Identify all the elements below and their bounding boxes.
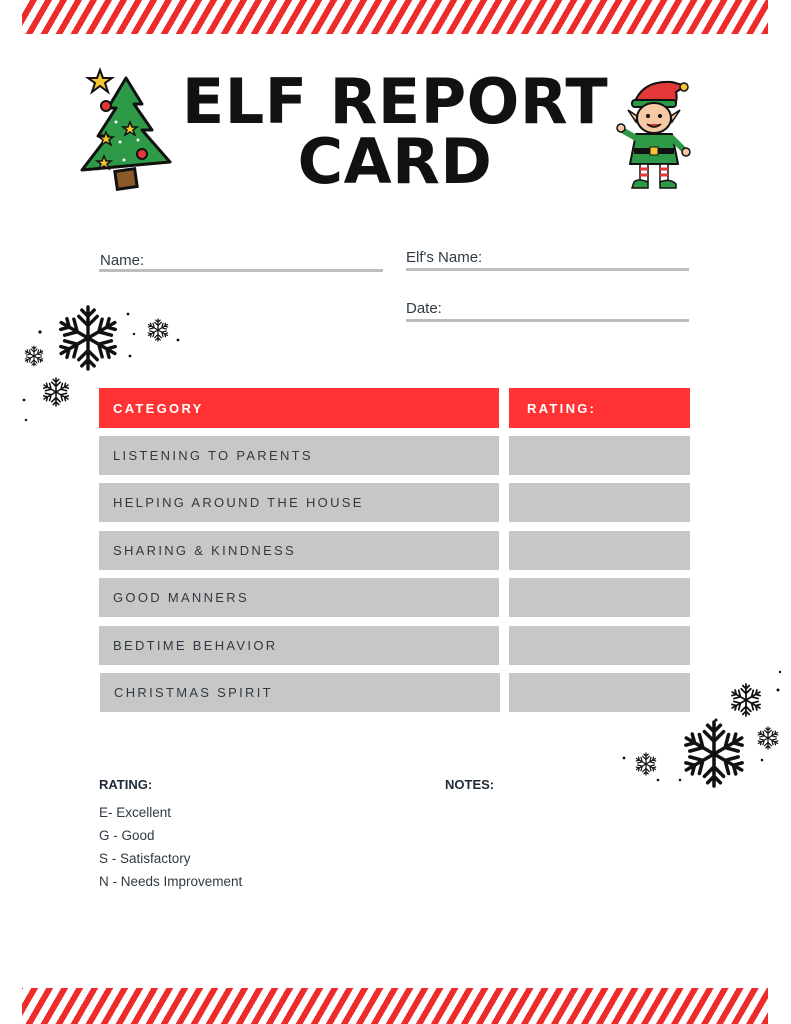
legend-item: N - Needs Improvement [99,874,243,889]
name-field[interactable] [99,269,383,272]
date-field[interactable] [406,319,689,322]
snowflake-icon [730,684,763,716]
table-row-category [99,436,499,475]
legend-item: G - Good [99,828,155,843]
snowflake-icon [757,727,779,749]
elf-name-field[interactable] [406,268,689,271]
category-label: SHARING & KINDNESS [113,543,296,558]
snowflake-icon [635,753,657,775]
title-line-1: ELF REPORT [181,65,609,138]
category-label: CHRISTMAS SPIRIT [114,685,273,700]
category-label: HELPING AROUND THE HOUSE [113,495,364,510]
category-label: GOOD MANNERS [113,590,249,605]
candy-stripe-border-bottom [22,988,768,1024]
table-row-category [99,578,499,617]
category-label: LISTENING TO PARENTS [113,448,313,463]
snowflake-icon [57,307,120,369]
rating-cell[interactable] [509,436,690,475]
table-header-category [99,388,499,428]
snowflake-icon [24,346,44,366]
rating-cell[interactable] [509,578,690,617]
title-line-2: CARD [297,125,493,198]
snowflake-icon [42,378,70,406]
elf-name-label: Elf's Name: [406,249,483,266]
rating-legend-heading: RATING: [99,777,153,792]
category-label: BEDTIME BEHAVIOR [113,638,278,653]
legend-item: E- Excellent [99,805,172,820]
table-row-category [99,531,499,570]
rating-cell[interactable] [509,483,690,522]
rating-cell[interactable] [509,531,690,570]
legend-item: S - Satisfactory [99,851,191,866]
table-row-category [99,626,499,665]
date-label: Date: [406,300,442,317]
page-title [150,65,640,198]
rating-cell[interactable] [509,673,690,712]
candy-stripe-border-top [22,0,768,34]
header-label: RATING: [527,400,597,416]
snowflake-icon [681,722,746,786]
table-row-category [99,483,499,522]
table-header-rating [509,388,690,428]
header-label: CATEGORY [113,400,204,416]
notes-heading: NOTES: [445,777,495,792]
snowflake-icon [147,319,169,341]
notes-area[interactable] [445,800,705,920]
table-row-category [100,673,500,712]
rating-cell[interactable] [509,626,690,665]
name-label: Name: [100,252,145,269]
